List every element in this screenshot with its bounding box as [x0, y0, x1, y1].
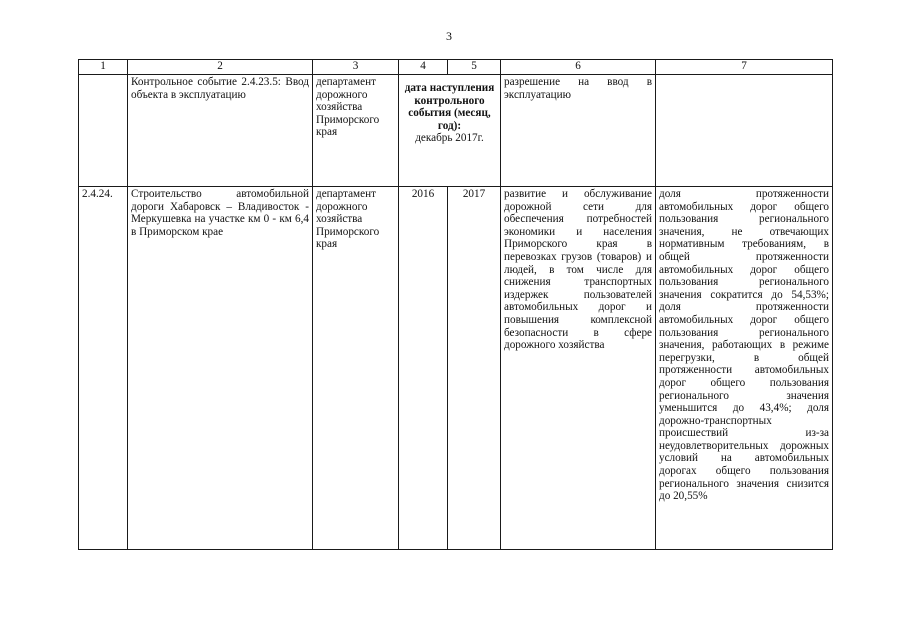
- table-row: [79, 75, 833, 187]
- header-col-4: 4: [399, 60, 448, 75]
- event-date-value: декабрь 2017г.: [415, 132, 484, 145]
- row-number-cell: 2.4.24.: [79, 187, 128, 550]
- table-row: [79, 187, 833, 550]
- header-col-2: 2: [128, 60, 313, 75]
- row-number-cell: [79, 75, 128, 187]
- header-col-3: 3: [313, 60, 399, 75]
- header-col-6: 6: [501, 60, 656, 75]
- event-date-label: дата наступления контрольного события (месяц, год):: [404, 82, 495, 132]
- result-cell: развитие и обслуживание дорожной сети для обеспечения потребностей экономики и населения Приморского края в перевозках грузов (товаров) и людей, в том числе для снижения транспортных издержек пользователей автомобильных дорог и повышения комплексной безопасности в сфере дорожного хозяйства: [501, 187, 656, 550]
- measure-name-cell: Строительство автомобильной дороги Хабаровск – Владивосток - Меркушевка на участке км 0 - км 6,4 в Приморском крае: [128, 187, 313, 550]
- header-col-7: 7: [656, 60, 833, 75]
- responsible-cell: департамент дорожного хозяйства Приморского края: [313, 75, 399, 187]
- indicator-cell: доля протяженности автомобильных дорог общего пользования регионального значения, не отвечающих нормативным требованиям, в общей протяженности автомобильных дорог общего пользования регионального значения сократится до 54,53%; доля протяженности автомобильных дорог общего пользования регионального значения, работающих в режиме перегрузки, в общей протяженности автомобильных дорог общего пользования регионального значения уменьшится до 43,4%; доля дорожно-транспортных происшествий из-за неудовлетворительных дорожных условий на автомобильных дорогах общего пользования регионального значения снизится до 20,55%: [656, 187, 833, 550]
- header-col-5: 5: [448, 60, 501, 75]
- start-year-cell: 2016: [399, 187, 448, 550]
- event-name-cell: Контрольное событие 2.4.23.5: Ввод объекта в эксплуатацию: [128, 75, 313, 187]
- page-number: 3: [446, 29, 452, 43]
- header-col-1: 1: [79, 60, 128, 75]
- event-date-cell: [399, 75, 501, 187]
- end-year-cell: 2017: [448, 187, 501, 550]
- result-cell: разрешение на ввод в эксплуатацию: [501, 75, 656, 187]
- indicator-cell: [656, 75, 833, 187]
- header-row: [79, 60, 833, 75]
- program-table: [78, 59, 833, 550]
- responsible-cell: департамент дорожного хозяйства Приморского края: [313, 187, 399, 550]
